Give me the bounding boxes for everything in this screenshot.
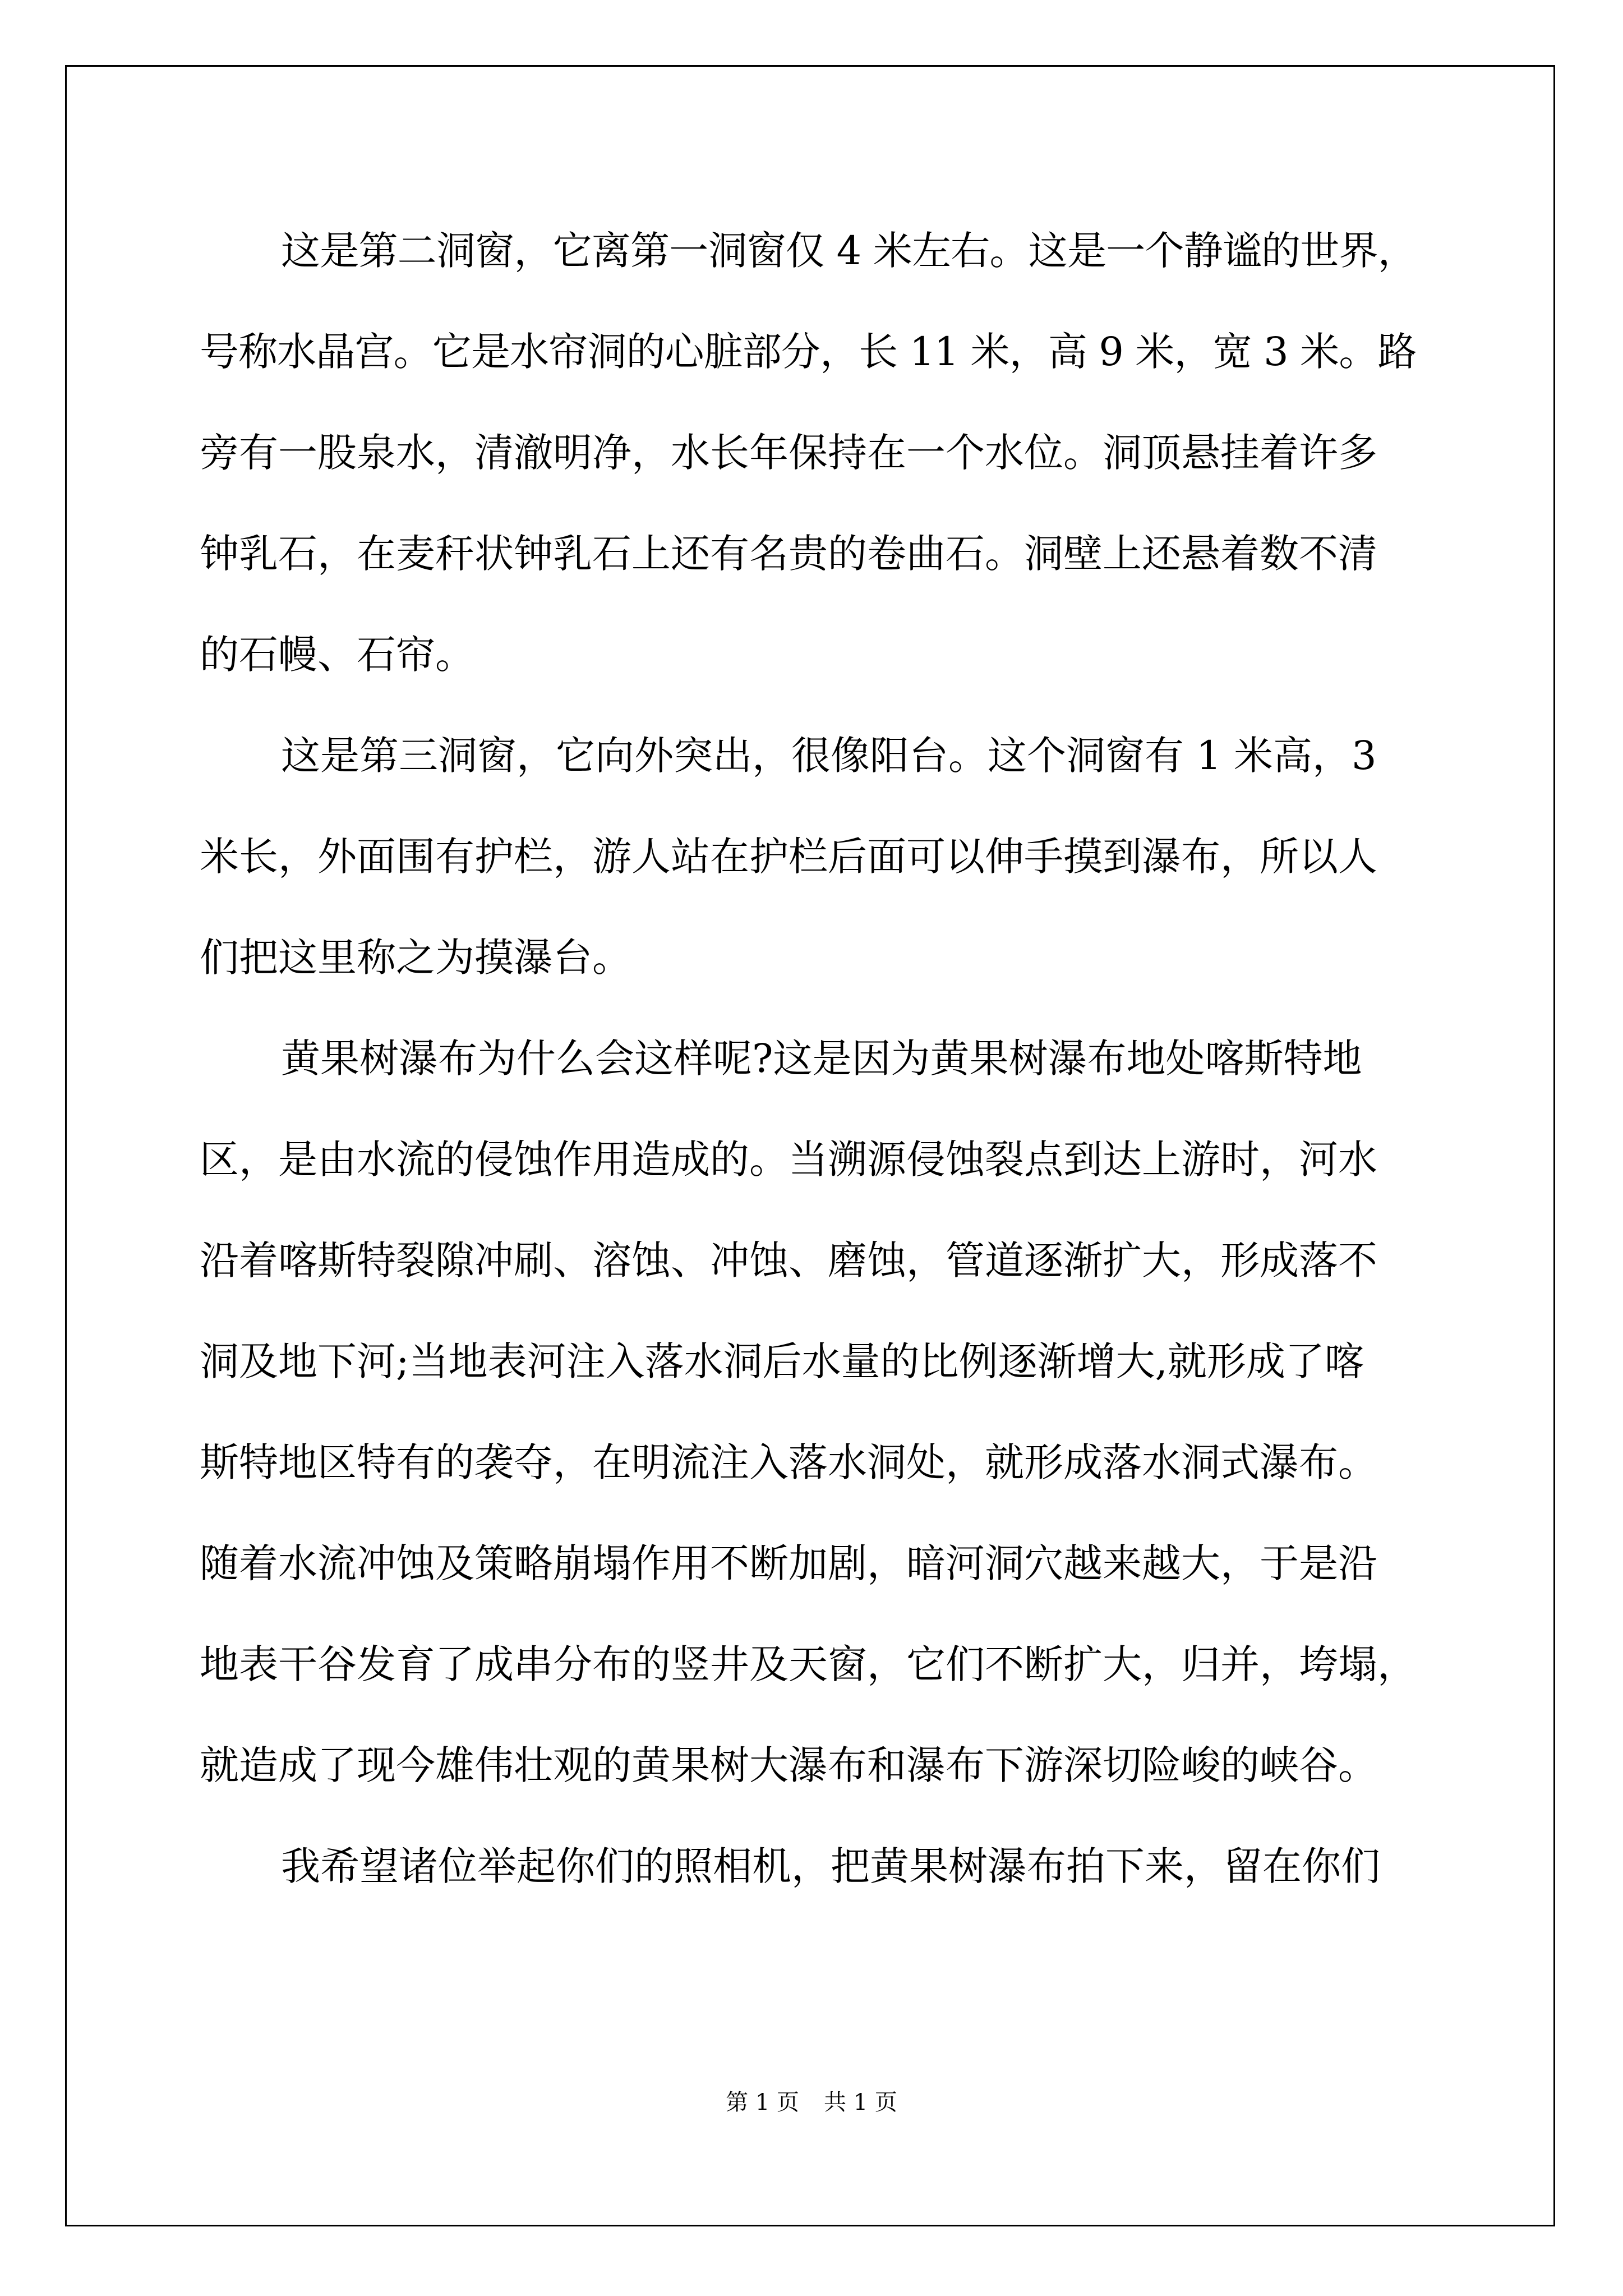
text-line: 区，是由水流的侵蚀作用造成的。当溯源侵蚀裂点到达上游时，河水 — [200, 1137, 1377, 1182]
text-line: 洞及地下河;当地表河注入落水洞后水量的比例逐渐增大,就形成了喀 — [200, 1338, 1364, 1384]
text-line: 旁有一股泉水，清澈明净，水长年保持在一个水位。洞顶悬挂着许多 — [200, 430, 1377, 476]
page-footer — [0, 2086, 1623, 2119]
page-number: 第 1 页 — [726, 2090, 799, 2115]
text-line: 我希望诸位举起你们的照相机，把黄果树瀑布拍下来，留在你们 — [281, 1843, 1380, 1889]
text-line: 就造成了现今雄伟壮观的黄果树大瀑布和瀑布下游深切险峻的峡谷。 — [200, 1742, 1377, 1788]
text-line: 钟乳石，在麦秆状钟乳石上还有名贵的卷曲石。洞壁上还悬着数不清 — [200, 531, 1377, 577]
text-line: 号称水晶宫。它是水帘洞的心脏部分，长 11 米，高 9 米，宽 3 米。路 — [200, 329, 1417, 375]
text-line: 黄果树瀑布为什么会这样呢?这是因为黄果树瀑布地处喀斯特地 — [281, 1036, 1362, 1082]
text-line: 斯特地区特有的袭夺，在明流注入落水洞处，就形成落水洞式瀑布。 — [200, 1439, 1377, 1485]
text-line: 们把这里称之为摸瀑台。 — [200, 935, 631, 981]
text-line: 这是第三洞窗，它向外突出，很像阳台。这个洞窗有 1 米高，3 — [281, 733, 1377, 779]
text-line: 这是第二洞窗，它离第一洞窗仅 4 米左右。这是一个静谧的世界， — [281, 228, 1417, 274]
text-line: 米长，外面围有护栏，游人站在护栏后面可以伸手摸到瀑布，所以人 — [200, 834, 1377, 880]
text-line: 地表干谷发育了成串分布的竖井及天窗，它们不断扩大，归并，垮塌， — [200, 1641, 1417, 1687]
document-body — [200, 200, 1417, 1917]
text-line: 沿着喀斯特裂隙冲刷、溶蚀、冲蚀、磨蚀，管道逐渐扩大，形成落不 — [200, 1237, 1377, 1283]
page-total: 共 1 页 — [824, 2090, 897, 2115]
text-line: 随着水流冲蚀及策略崩塌作用不断加剧，暗河洞穴越来越大，于是沿 — [200, 1540, 1377, 1586]
text-line: 的石幔、石帘。 — [200, 632, 474, 678]
